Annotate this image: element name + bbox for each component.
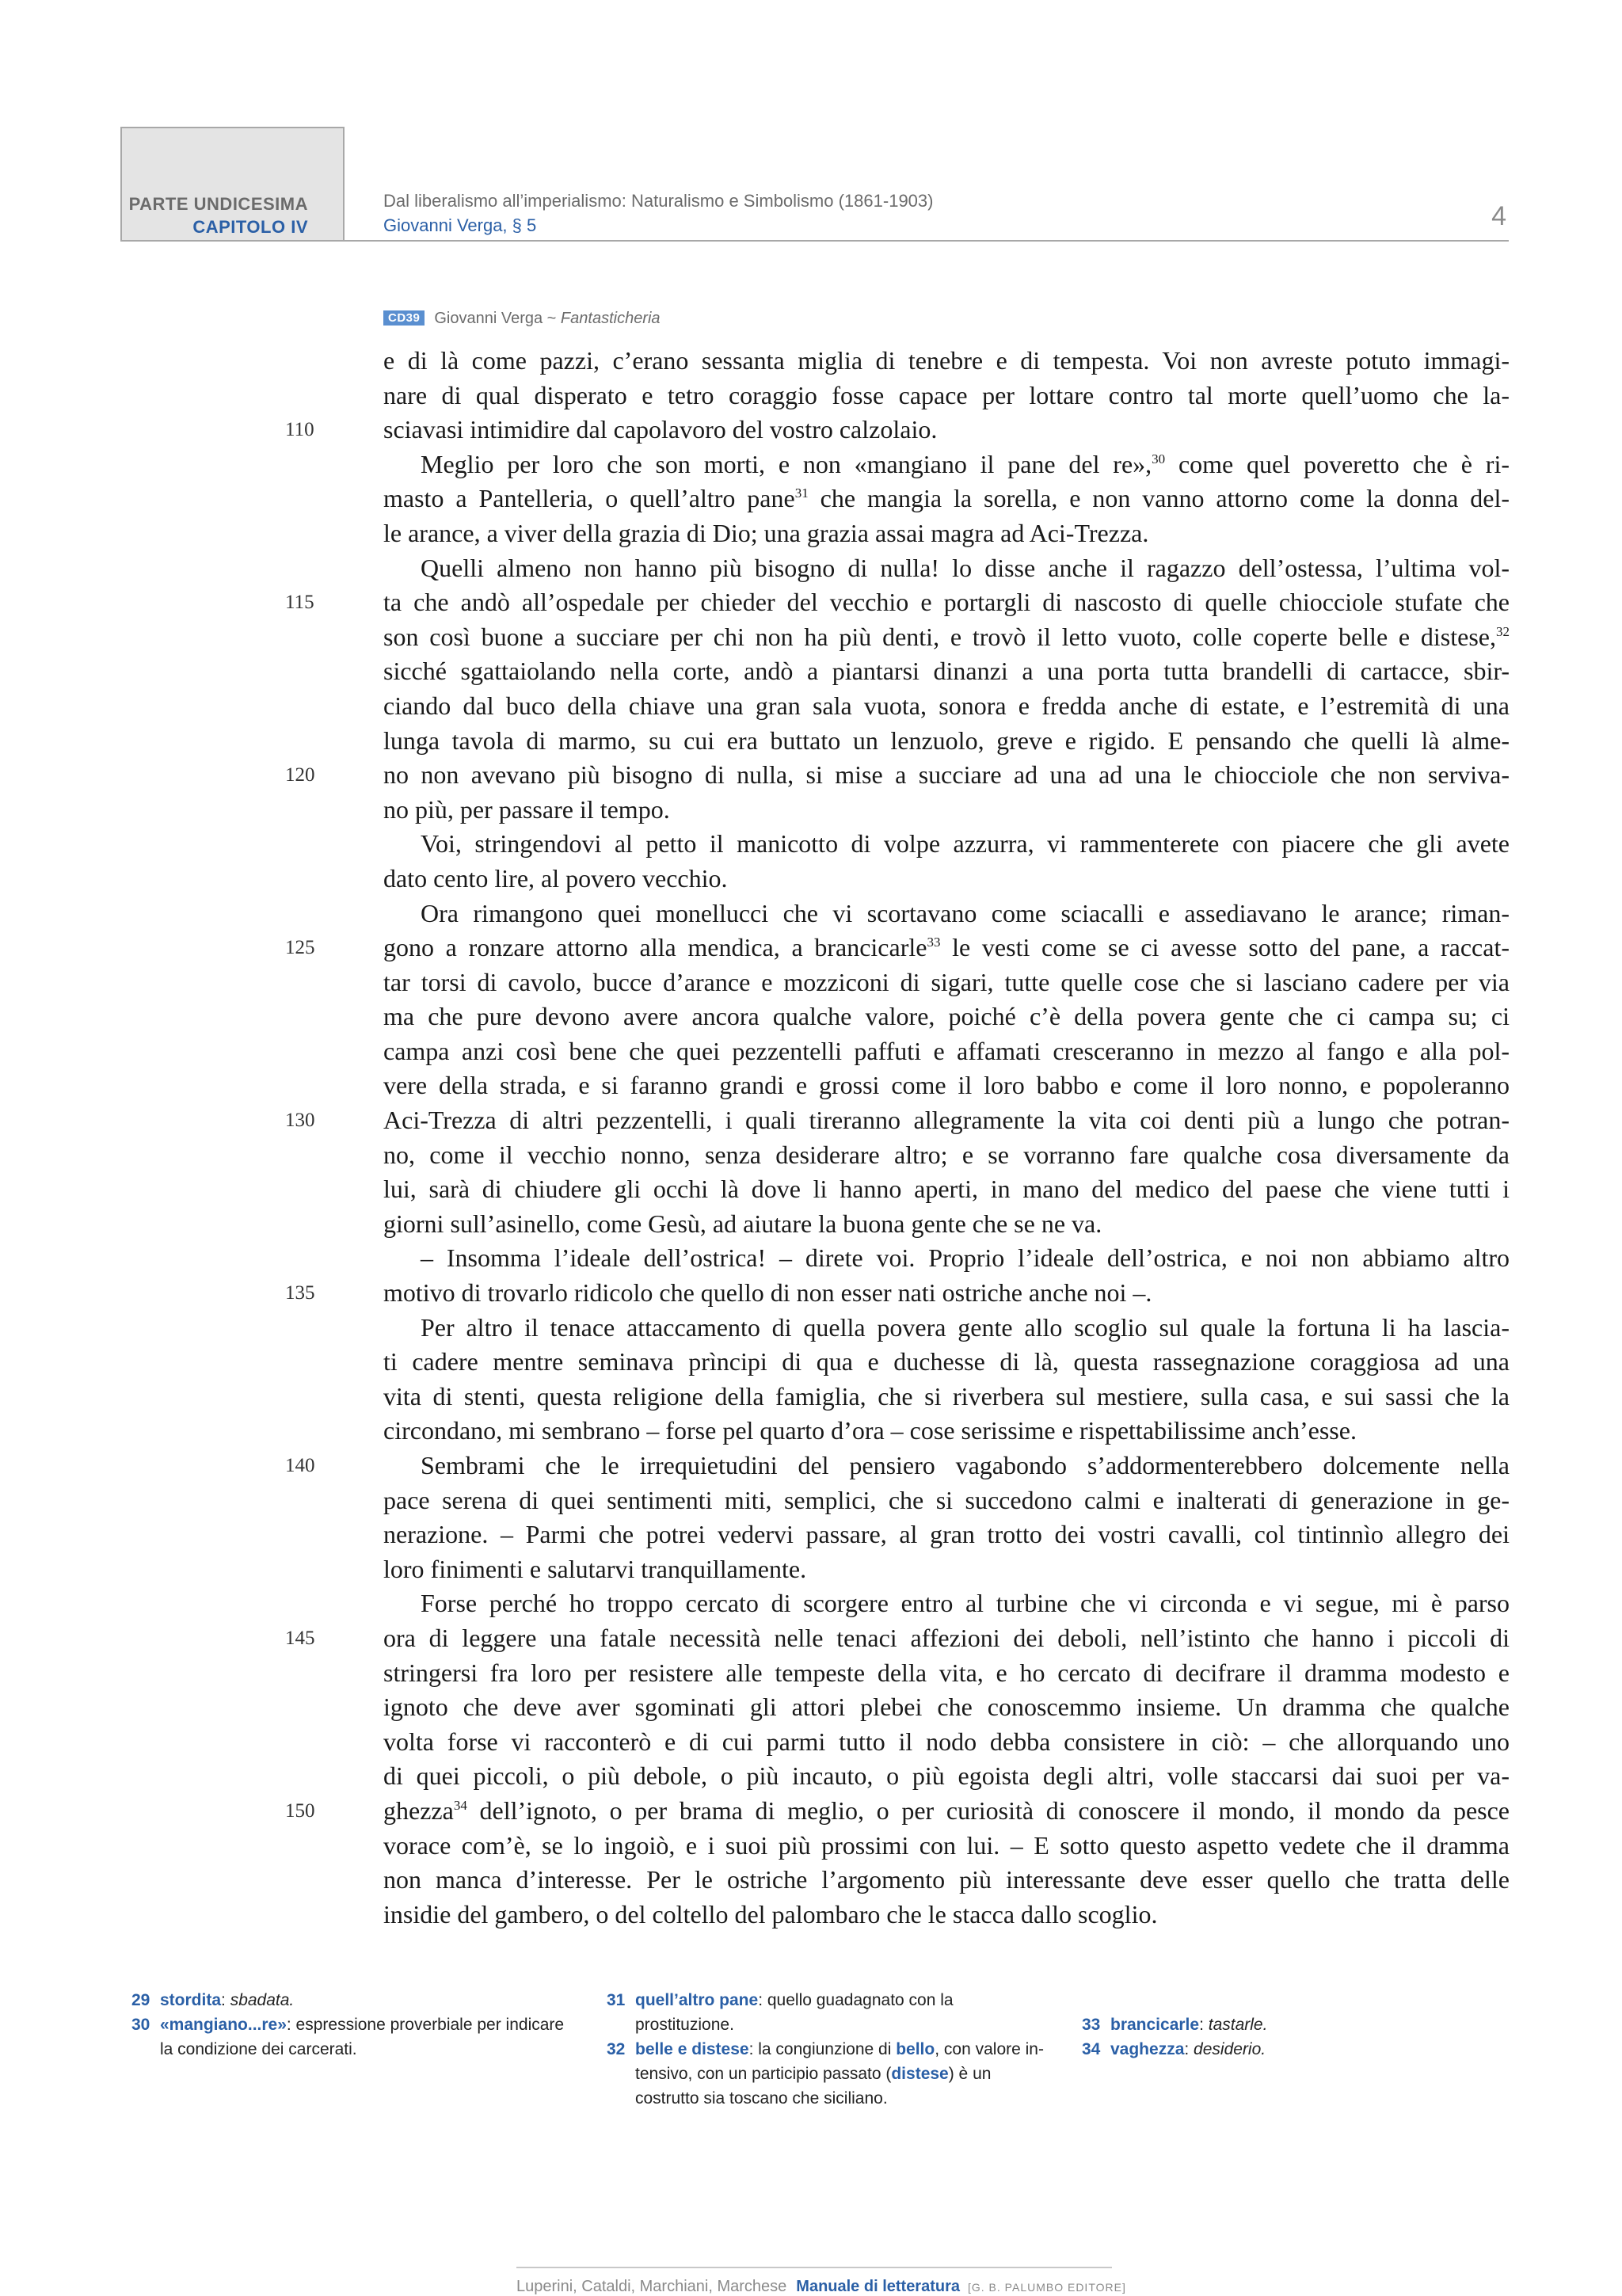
line-text-part: sciavasi intimidire dal capolavoro del vostro calzolaio. [383, 415, 938, 444]
footer-publisher: [G. B. PALUMBO EDITORE] [968, 2281, 1126, 2294]
line-number: 130 [285, 1110, 315, 1132]
line-text-part: Forse perché ho troppo cercato di scorgere entro al turbine che vi circonda e vi segue, mi è parso [421, 1589, 1510, 1618]
line-text [383, 1172, 1510, 1207]
line-text-part: Aci-Trezza di altri pezzentelli, i quali tireranno allegramente la vita coi denti più a lungo che potran- [383, 1106, 1510, 1135]
text-line [0, 689, 1622, 724]
text-line [0, 379, 1622, 413]
text-line [0, 897, 1622, 931]
line-text-part: dell’ignoto, o per brama di meglio, o per curiosità di conoscere il mondo, il mondo da pesce [466, 1795, 1510, 1825]
line-text-part: volta forse vi racconterò e di cui parmi tutto il nodo debba consistere in ciò: – che allorquando uno [383, 1727, 1510, 1756]
line-text [421, 897, 1510, 931]
text-line [0, 1414, 1622, 1449]
line-text-part: gono a ronzare attorno alla mendica, a brancicarle [383, 933, 927, 962]
text-line [0, 1656, 1622, 1691]
line-text [383, 1898, 1510, 1932]
text-line [0, 793, 1622, 828]
line-text-part: lui, sarà di chiudere gli occhi là dove li hanno aperti, in mano del medico del paese che viene tutti i [383, 1175, 1510, 1204]
text-line [0, 1068, 1622, 1103]
footnote-ref: 33 [927, 935, 941, 950]
line-text-part: giorni sull’asinello, come Gesù, ad aiutare la buona gente che se ne va. [383, 1209, 1102, 1238]
line-text [383, 965, 1510, 1000]
text-line [0, 1690, 1622, 1725]
cd-author: Giovanni Verga ~ [434, 310, 561, 327]
text-line [0, 654, 1622, 689]
line-text-part: Meglio per loro che son morti, e non «mangiano il pane del re», [421, 449, 1152, 478]
line-text-part: ora di leggere una fatale necessità nelle tenaci affezioni dei deboli, nell’istinto che hanno i piccoli di [383, 1623, 1510, 1652]
footnote-ref: 34 [453, 1797, 467, 1813]
line-text [383, 1759, 1510, 1794]
line-text-part: ta che andò all’ospedale per chieder del vecchio e portargli di nascosto di quelle chiocciole stufate che [383, 588, 1510, 617]
line-text-part: Voi, stringendovi al petto il manicotto di volpe azzurra, vi rammenterete con piacere che gli avete [421, 829, 1510, 859]
line-text-part: loro finimenti e salutarvi tranquillamente. [383, 1554, 807, 1583]
text-line [0, 1172, 1622, 1207]
line-text-part: Per altro il tenace attaccamento di quella povera gente allo scoglio sul quale la fortuna li ha lascia- [421, 1312, 1510, 1342]
text-line [0, 1517, 1622, 1552]
text-line [0, 1829, 1622, 1864]
text-line [0, 965, 1622, 1000]
line-text-part: non manca d’interesse. Per le ostriche l’argomento più interessante deve esser quello che tratta delle [383, 1865, 1510, 1894]
line-text-part: le vesti come se ci avesse sotto del pane, a raccat- [940, 933, 1510, 962]
page-footer [516, 2278, 1126, 2296]
text-line [0, 1863, 1622, 1898]
text-line [0, 1276, 1622, 1311]
text-line [0, 344, 1622, 379]
text-line [0, 724, 1622, 759]
line-text-part: Quelli almeno non hanno più bisogno di nulla! lo disse anche il ragazzo dell’ostessa, l’ultima vol- [421, 553, 1510, 582]
text-line [0, 1759, 1622, 1794]
line-text [383, 1380, 1510, 1415]
text-line [0, 447, 1622, 482]
running-title: Dal liberalismo all’imperialismo: Naturalismo e Simbolismo (1861-1903) [383, 191, 934, 211]
footnote-ref: 32 [1496, 623, 1510, 639]
line-text [383, 1829, 1510, 1864]
text-line [0, 516, 1622, 551]
line-text [383, 1863, 1510, 1898]
footnote-34: 34 vaghezza: desiderio. [1082, 2040, 1266, 2058]
line-text-part: ti cadere mentre seminava prìncipi di qua e duchesse di là, questa rassegnazione coraggiosa ad una [383, 1347, 1510, 1376]
line-text [421, 447, 1510, 482]
text-line [0, 862, 1622, 897]
line-number: 120 [285, 764, 315, 786]
line-text-part: motivo di trovarlo ridicolo che quello di non esser nati ostriche anche noi –. [383, 1278, 1152, 1308]
footer-authors: Luperini, Cataldi, Marchiani, Marchese [516, 2278, 787, 2295]
text-line [0, 1207, 1622, 1242]
line-text [383, 654, 1510, 689]
footnote-33: 33 brancicarle: tastarle. [1082, 2016, 1268, 2034]
page-number: 4 [1491, 201, 1506, 231]
line-text [383, 1207, 1510, 1242]
line-text-part: tar torsi di cavolo, bucce d’arance e mozziconi di sigari, tutte quelle cose che si lasciano cadere per via [383, 967, 1510, 996]
text-line [0, 1449, 1622, 1483]
line-text-part: – Insomma l’ideale dell’ostrica! – direte voi. Proprio l’ideale dell’ostrica, e noi non abbiamo altro [421, 1243, 1510, 1273]
line-text-part: no non avevano più bisogno di nulla, si mise a succiare ad una ad una le chiocciole che non serviva- [383, 760, 1510, 790]
line-text [383, 1414, 1510, 1449]
line-text [383, 1794, 1510, 1829]
text-line [0, 1725, 1622, 1760]
line-text [383, 793, 1510, 828]
part-label: PARTE UNDICESIMA [128, 194, 308, 214]
line-text-part: circondano, mi sembrano – forse pel quarto d’ora – cose serissime e rispettabilissime anch’esse. [383, 1416, 1357, 1445]
line-text-part: ignoto che deve aver sgominati gli attori plebei che conoscemmo insieme. Un dramma che qualche [383, 1692, 1510, 1722]
footer-divider [516, 2267, 1112, 2268]
cd-badge: CD39 [383, 310, 425, 326]
text-line [0, 827, 1622, 862]
line-text-part: lunga tavola di marmo, su cui era buttato un lenzuolo, greve e rigido. E pensando che quelli là alme- [383, 725, 1510, 755]
footnote-31: 31 quell’altro pane: quello guadagnato con la prostituzione. [607, 1991, 954, 2034]
footer-manual-title: Manuale di letteratura [796, 2278, 960, 2295]
footnote-29: 29 stordita: sbadata. [131, 1991, 295, 2009]
line-text-part: come quel poveretto che è ri- [1165, 449, 1510, 478]
line-number: 145 [285, 1627, 315, 1649]
running-subtitle: Giovanni Verga, § 5 [383, 215, 537, 235]
line-text [383, 931, 1510, 965]
text-line [0, 1000, 1622, 1034]
line-text [383, 344, 1510, 379]
footnote-column-3 [1082, 2012, 1510, 2062]
line-text-part: Ora rimangono quei monellucci che vi scortavano come sciacalli e assediavano le arance; riman- [421, 898, 1510, 927]
line-text-part: ghezza [383, 1795, 454, 1825]
cd-work-title: Fantasticheria [560, 310, 661, 327]
text-line [0, 585, 1622, 620]
line-text-part: masto a Pantelleria, o quell’altro pane [383, 484, 795, 513]
text-line [0, 1241, 1622, 1276]
header-divider [120, 240, 1509, 242]
line-text [421, 1311, 1510, 1346]
line-text [383, 689, 1510, 724]
body-text [0, 344, 1622, 1932]
footnote-ref: 31 [794, 485, 809, 501]
line-text [383, 620, 1510, 655]
line-text-part: son così buone a succiare per chi non ha più denti, e trovò il letto vuoto, colle coperte belle e distese, [383, 622, 1496, 651]
line-text [383, 1345, 1510, 1380]
line-text [383, 1103, 1510, 1138]
text-line [0, 1103, 1622, 1138]
line-text-part: vorace com’è, se lo ingoiò, e i suoi più prossimi con lui. – E sotto questo aspetto vedete che il dramma [383, 1830, 1510, 1860]
text-line [0, 931, 1622, 965]
line-text-part: pace serena di quei sentimenti miti, semplici, che si succedono calmi e inalterati di generazione in ge- [383, 1485, 1510, 1514]
line-text [421, 1586, 1510, 1621]
text-line [0, 1311, 1622, 1346]
line-text-part: nerazione. – Parmi che potrei vedervi passare, al gran trotto dei vostri cavalli, col tintinnìo allegro dei [383, 1520, 1510, 1549]
text-line [0, 1345, 1622, 1380]
line-text [383, 724, 1510, 759]
line-number: 115 [285, 592, 314, 614]
text-line [0, 413, 1622, 447]
line-text-part: nare di qual disperato e tetro coraggio fosse capace per lottare contro tal morte quell’uomo che la- [383, 380, 1510, 409]
line-text-part: ma che pure devono avere ancora qualche valore, poiché c’è della povera gente che ci campa su; ci [383, 1002, 1510, 1031]
line-text-part: no, come il vecchio nonno, senza desiderare altro; e se vorranno fare qualche cosa diversamente da [383, 1140, 1510, 1169]
line-text-part: vita di stenti, questa religione della famiglia, che si riverbera sul mestiere, sulla casa, e sui sassi che la [383, 1381, 1510, 1411]
line-text-part: che mangia la sorella, e non vanno attorno come la donna del- [808, 484, 1510, 513]
text-line [0, 1138, 1622, 1173]
text-line [0, 1794, 1622, 1829]
line-text [421, 827, 1510, 862]
line-text-part: di quei piccoli, o più debole, o più incauto, o più egoista degli altri, volle staccarsi dai suoi per va- [383, 1761, 1510, 1791]
footnote-ref: 30 [1152, 451, 1166, 466]
line-text [383, 413, 1510, 447]
line-number: 125 [285, 937, 315, 959]
line-text [383, 1000, 1510, 1034]
line-text [383, 758, 1510, 793]
line-text [383, 1690, 1510, 1725]
line-text [383, 1138, 1510, 1173]
line-text [383, 516, 1510, 551]
line-text [421, 1449, 1510, 1483]
line-text-part: campa anzi così bene che quei pezzentelli paffuti e affamati cresceranno in mezzo al fango e alla pol- [383, 1036, 1510, 1065]
text-line [0, 1380, 1622, 1415]
line-text [383, 1483, 1510, 1518]
line-text-part: le arance, a viver della grazia di Dio; una grazia assai magra ad Aci-Trezza. [383, 518, 1149, 547]
line-text [383, 585, 1510, 620]
text-line [0, 551, 1622, 586]
line-text [383, 1725, 1510, 1760]
line-text-part: e di là come pazzi, c’erano sessanta miglia di tenebre e di tempesta. Voi non avreste potuto immagi- [383, 346, 1510, 375]
line-text [383, 379, 1510, 413]
line-text [383, 1517, 1510, 1552]
chapter-label: CAPITOLO IV [192, 217, 308, 237]
line-text [383, 1034, 1510, 1069]
text-line [0, 1898, 1622, 1932]
line-number: 150 [285, 1799, 315, 1822]
footnote-column-1 [131, 1988, 575, 2062]
line-text-part: sicché sgattaiolando nella corte, andò a piantarsi dinanzi a una porta tutta brandelli di cartacce, sbir- [383, 657, 1510, 686]
line-text-part: vere della strada, e si faranno grandi e grossi come il loro babbo e come il loro nonno, e popoleranno [383, 1071, 1510, 1100]
text-line [0, 482, 1622, 516]
text-line [0, 1586, 1622, 1621]
section-header-box [120, 127, 345, 242]
line-text [383, 1621, 1510, 1656]
line-text-part: no più, per passare il tempo. [383, 794, 670, 824]
line-text-part: stringersi fra loro per resistere alle tempeste della vita, e ho cercato di decifrare il dramma modesto e [383, 1658, 1510, 1687]
text-line [0, 1621, 1622, 1656]
line-text [383, 1552, 1510, 1587]
line-text-part: Sembrami che le irrequietudini del pensiero vagabondo s’addormenterebbero dolcemente nella [421, 1451, 1510, 1479]
line-text [383, 862, 1510, 897]
footnote-30: 30 «mangiano...re»: espressione proverbiale per indicare la condizione dei carcerati. [131, 2016, 565, 2058]
line-number: 140 [285, 1455, 315, 1476]
line-number: 110 [285, 419, 314, 441]
line-text-part: dato cento lire, al povero vecchio. [383, 863, 728, 893]
text-line [0, 758, 1622, 793]
line-text-part: ciando dal buco della chiave una gran sala vuota, sonora e fredda anche di estate, e l’estremità di una [383, 691, 1510, 720]
line-text [383, 1276, 1510, 1311]
line-text-part: insidie del gambero, o del coltello del palombaro che le stacca dallo scoglio. [383, 1899, 1158, 1929]
text-line [0, 1034, 1622, 1069]
line-text [421, 1241, 1510, 1276]
text-line [0, 1483, 1622, 1518]
line-text [383, 1656, 1510, 1691]
line-text [421, 551, 1510, 586]
text-line [0, 1552, 1622, 1587]
cd-reference [383, 310, 661, 328]
footnote-column-2 [607, 1988, 1050, 2111]
text-line [0, 620, 1622, 655]
line-text [383, 1068, 1510, 1103]
line-text [383, 482, 1510, 516]
footnote-32: 32 belle e distese: la congiunzione di bello, con valore in- tensivo, con un participio passato (distese) è un costrutto sia toscano che siciliano. [607, 2040, 1044, 2108]
line-number: 135 [285, 1282, 315, 1304]
